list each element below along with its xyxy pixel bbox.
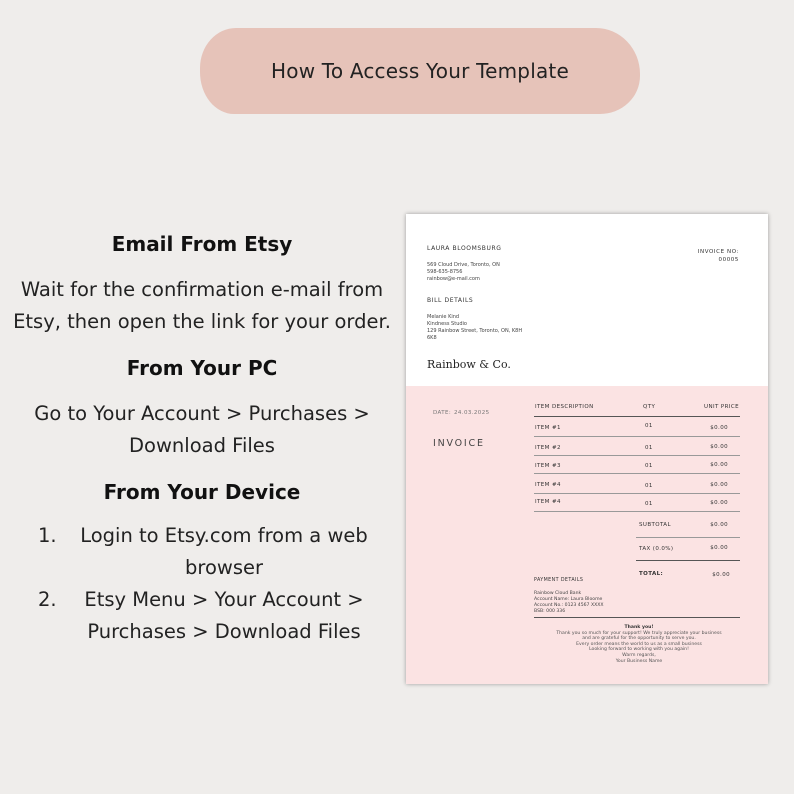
- bill-address: 129 Rainbow Street, Toronto, ON, K8H: [427, 328, 523, 334]
- bill-details-label: BILL DETAILS: [427, 297, 474, 304]
- item-qty: 01: [645, 501, 653, 507]
- item-description: ITEM #2: [535, 445, 561, 451]
- sender-email: rainbow@e-mail.com: [427, 276, 480, 282]
- device-steps-list: [10, 520, 394, 648]
- step-number: 2.: [38, 588, 57, 611]
- instructions-panel: [10, 230, 394, 648]
- pc-section-title: From Your PC: [126, 356, 278, 380]
- payment-bank: Rainbow Cloud Bank: [534, 591, 582, 596]
- device-step: [10, 584, 394, 648]
- tax-value: $0.00: [710, 545, 728, 551]
- banner-title: How To Access Your Template: [271, 59, 569, 83]
- thanks-line: Your Business Name: [615, 658, 663, 664]
- subtotal-label: SUBTOTAL: [639, 522, 671, 528]
- thanks-line: and are grateful for the opportunity to serve you.: [582, 636, 696, 642]
- thanks-line: Every order means the world to us as a small business: [576, 641, 702, 647]
- item-description: ITEM #4: [535, 499, 561, 505]
- total-value: $0.00: [712, 572, 730, 578]
- total-divider: [636, 560, 740, 561]
- subtotal-divider: [636, 537, 740, 538]
- header-qty: QTY: [643, 404, 656, 410]
- thanks-line: Looking forward to working with you again!: [589, 647, 689, 653]
- bill-name: Melanie Kind: [427, 314, 460, 320]
- item-qty: 01: [645, 463, 653, 469]
- header-unit-price: UNIT PRICE: [704, 404, 739, 410]
- bill-company: Kindness Studio: [427, 321, 467, 327]
- invoice-title: INVOICE: [433, 438, 485, 449]
- item-qty: 01: [645, 445, 653, 451]
- thanks-line: Thank you so much for your support! We truly appreciate your business: [556, 630, 722, 636]
- total-label: TOTAL:: [639, 571, 664, 577]
- invoice-preview: [406, 214, 768, 684]
- table-header-rule: [534, 416, 740, 417]
- step-text: Login to Etsy.com from a web browser: [80, 524, 368, 579]
- sender-address: 569 Cloud Drive, Toronto, ON: [427, 262, 500, 268]
- item-price: $0.00: [710, 425, 728, 431]
- payment-account-no: Account No.: 0123 4567 XXXX: [534, 603, 604, 608]
- row-divider: [534, 455, 740, 456]
- item-price: $0.00: [710, 444, 728, 450]
- device-section-title: From Your Device: [103, 480, 301, 504]
- subtotal-value: $0.00: [710, 522, 728, 528]
- item-price: $0.00: [710, 482, 728, 488]
- sender-name: LAURA BLOOMSBURG: [427, 245, 502, 252]
- item-qty: 01: [645, 423, 653, 429]
- device-step: [10, 520, 394, 584]
- row-divider: [534, 473, 740, 474]
- payment-bsb: BSB: 000 336: [534, 609, 566, 614]
- item-qty: 01: [645, 483, 653, 489]
- pc-section-text: Go to Your Account > Purchases > Download Files: [34, 402, 370, 457]
- item-price: $0.00: [710, 462, 728, 468]
- invoice-number: 00005: [718, 257, 739, 263]
- tax-label: TAX (0.0%): [639, 546, 674, 552]
- row-divider: [534, 511, 740, 512]
- invoice-number-label: INVOICE NO:: [697, 249, 739, 255]
- item-description: ITEM #3: [535, 463, 561, 469]
- payment-details-label: PAYMENT DETAILS: [534, 578, 584, 583]
- row-divider: [534, 436, 740, 437]
- date-label: DATE:: [433, 410, 452, 416]
- step-number: 1.: [38, 524, 57, 547]
- row-divider: [534, 493, 740, 494]
- brand-logo: Rainbow & Co.: [427, 358, 511, 371]
- thanks-title: Thank you!: [624, 625, 654, 630]
- email-section-text: Wait for the confirmation e-mail from Etsy, then open the link for your order.: [13, 278, 391, 333]
- step-text: Etsy Menu > Your Account > Purchases > Download Files: [84, 588, 364, 643]
- payment-account-name: Account Name: Laura Bloome: [534, 597, 603, 602]
- email-section-title: Email From Etsy: [111, 232, 293, 256]
- item-description: ITEM #1: [535, 425, 561, 431]
- item-price: $0.00: [710, 500, 728, 506]
- item-description: ITEM #4: [535, 482, 561, 488]
- sender-phone: 598-635-8756: [427, 269, 463, 275]
- invoice-date: 24.03.2025: [454, 410, 490, 416]
- bill-address-line2: 6K8: [427, 335, 437, 341]
- footer-rule: [534, 617, 740, 618]
- thanks-line: Warm regards,: [622, 652, 656, 658]
- header-item-description: ITEM DESCRIPTION: [535, 404, 594, 410]
- title-banner: [200, 28, 640, 114]
- thank-you-note: [534, 625, 744, 664]
